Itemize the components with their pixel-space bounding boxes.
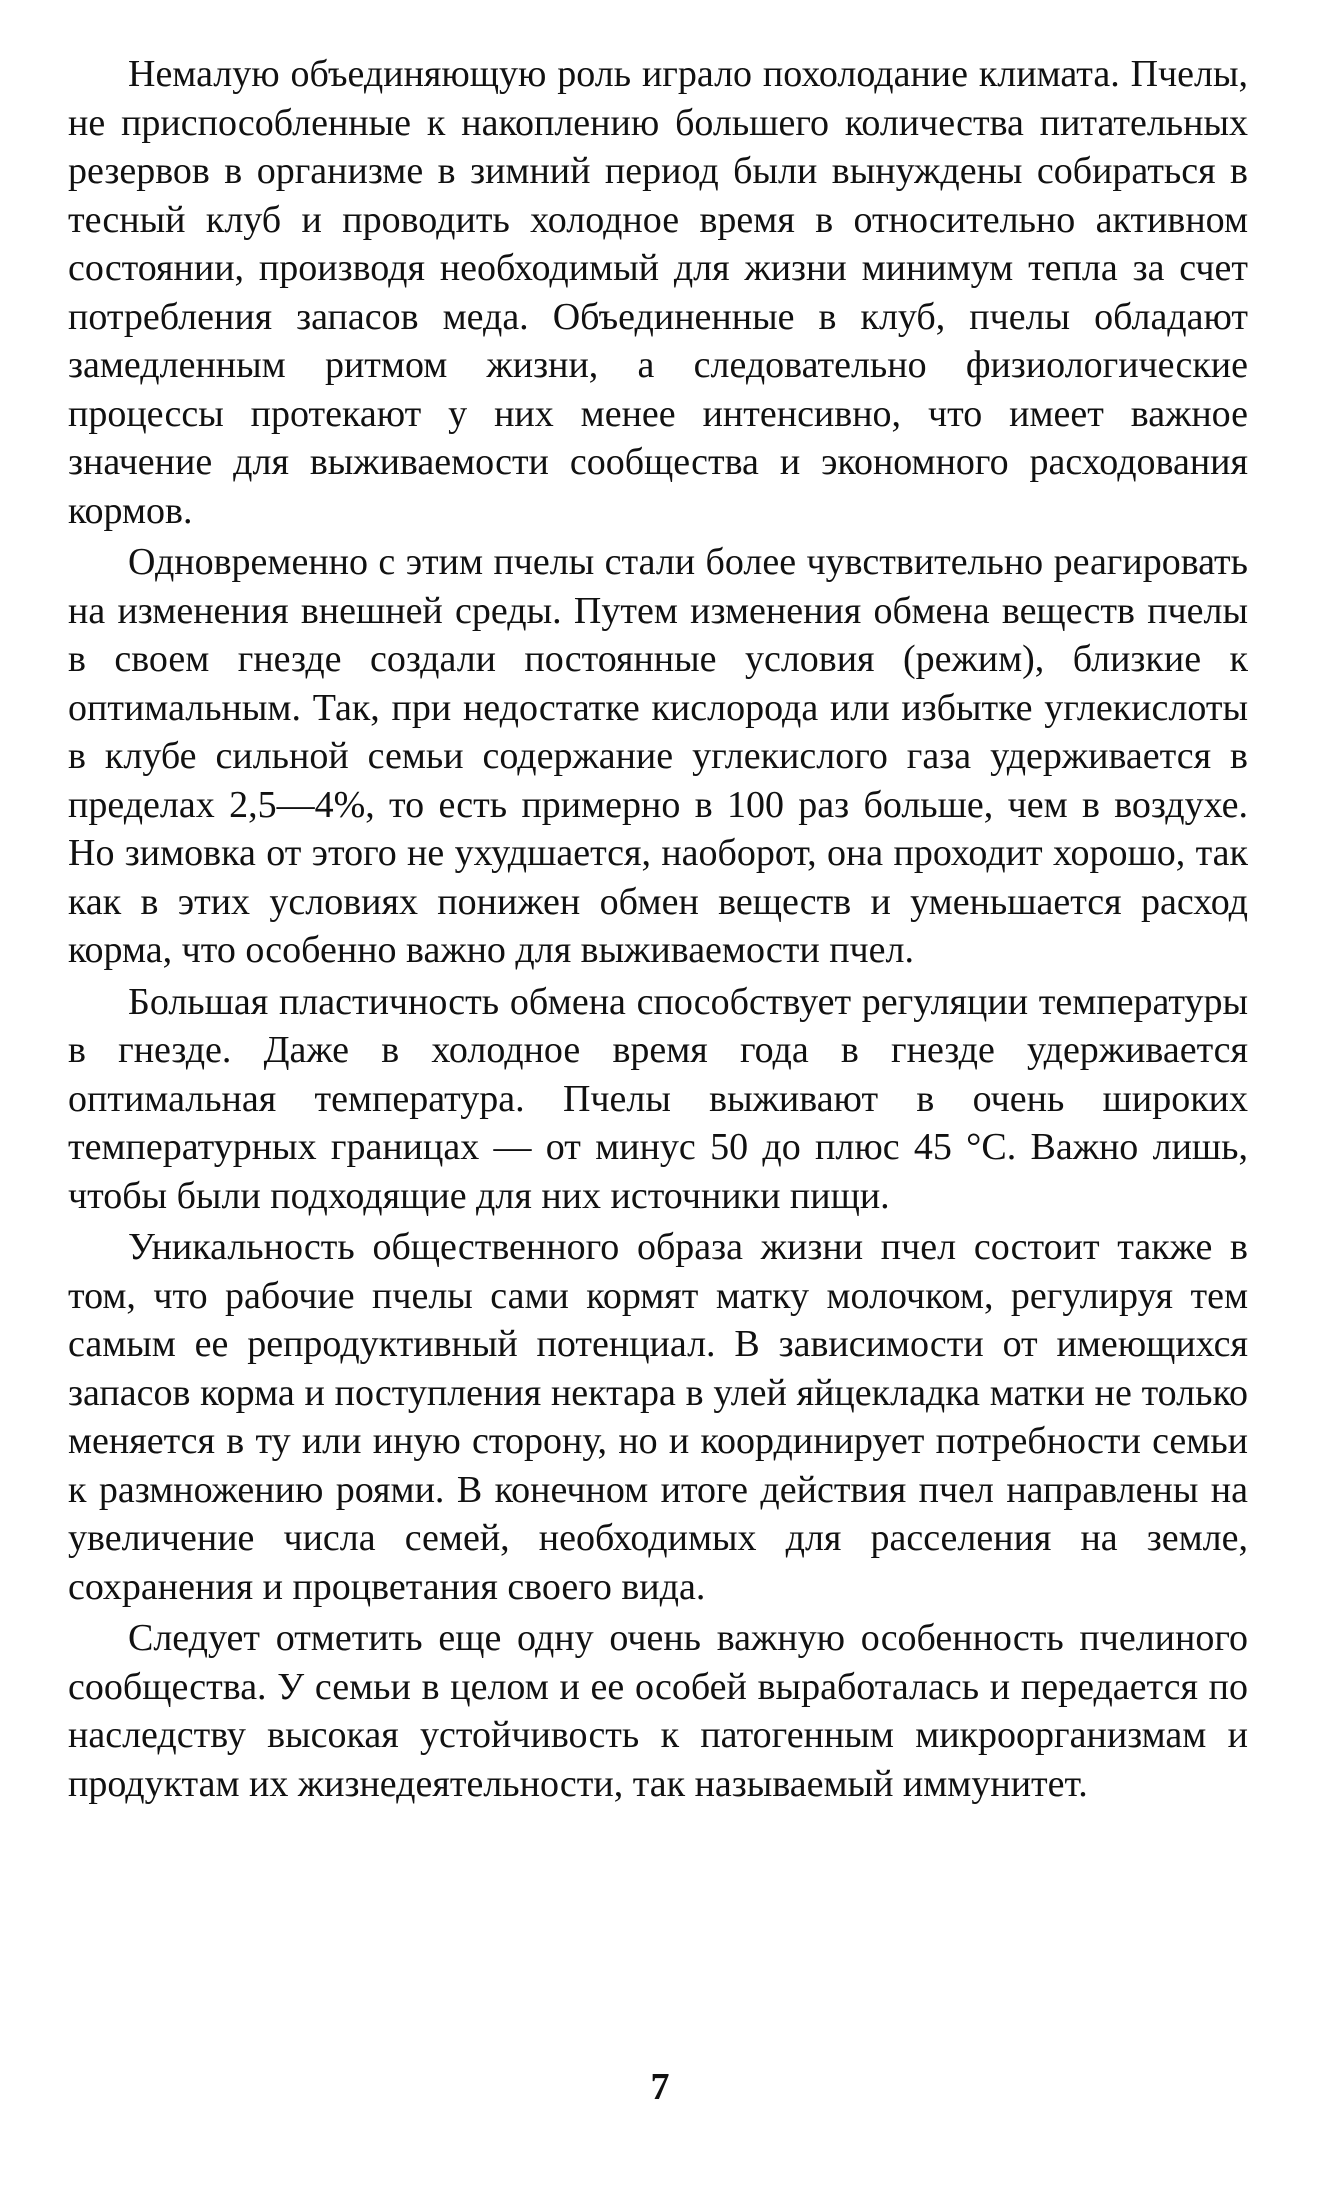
- paragraph-1: Немалую объединяющую роль играло похолодание климата. Пчелы, не приспособленные к накоплению большего количества питательных резервов в организме в зимний период были вынуждены собираться в тесный клуб и проводить холодное время в относительно активном состоянии, производя необходимый для жизни минимум тепла за счет потребления запасов меда. Объединенные в клуб, пчелы обладают замедленным ритмом жизни, а следовательно физиологические процессы протекают у них менее интенсивно, что имеет важное значение для выживаемости сообщества и экономного расходования кормов.: [68, 53, 1248, 532]
- page-number: 7: [650, 2066, 670, 2108]
- paragraph-4: Уникальность общественного образа жизни пчел состоит также в том, что рабочие пчелы сами кормят матку молочком, регулируя тем самым ее репродуктивный потенциал. В зависимости от имеющихся запасов корма и поступления нектара в улей яйцекладка матки не только меняется в ту или иную сторону, но и координирует потребности семьи к размножению роями. В конечном итоге действия пчел направлены на увеличение числа семей, необходимых для расселения на земле, сохранения и процветания своего вида.: [68, 1226, 1248, 1608]
- paragraph-5: Следует отметить еще одну очень важную особенность пчелиного сообщества. У семьи в целом и ее особей выработалась и передается по наследству высокая устойчивость к патогенным микроорганизмам и продуктам их жизнедеятельности, так называемый иммунитет.: [68, 1617, 1248, 1805]
- page-text: [68, 50, 1248, 1811]
- paragraph-2: Одновременно с этим пчелы стали более чувствительно реагировать на изменения внешней среды. Путем изменения обмена веществ пчелы в своем гнезде создали постоянные условия (режим), близкие к оптимальным. Так, при недостатке кислорода или избытке углекислоты в клубе сильной семьи содержание углекислого газа удерживается в пределах 2,5—4%, то есть примерно в 100 раз больше, чем в воздухе. Но зимовка от этого не ухудшается, наоборот, она проходит хорошо, так как в этих условиях понижен обмен веществ и уменьшается расход корма, что особенно важно для выживаемости пчел.: [68, 541, 1248, 971]
- paragraph-3: Большая пластичность обмена способствует регуляции температуры в гнезде. Даже в холодное время года в гнезде удерживается оптимальная температура. Пчелы выживают в очень широких температурных границах — от минус 50 до плюс 45 °С. Важно лишь, чтобы были подходящие для них источники пищи.: [68, 980, 1248, 1217]
